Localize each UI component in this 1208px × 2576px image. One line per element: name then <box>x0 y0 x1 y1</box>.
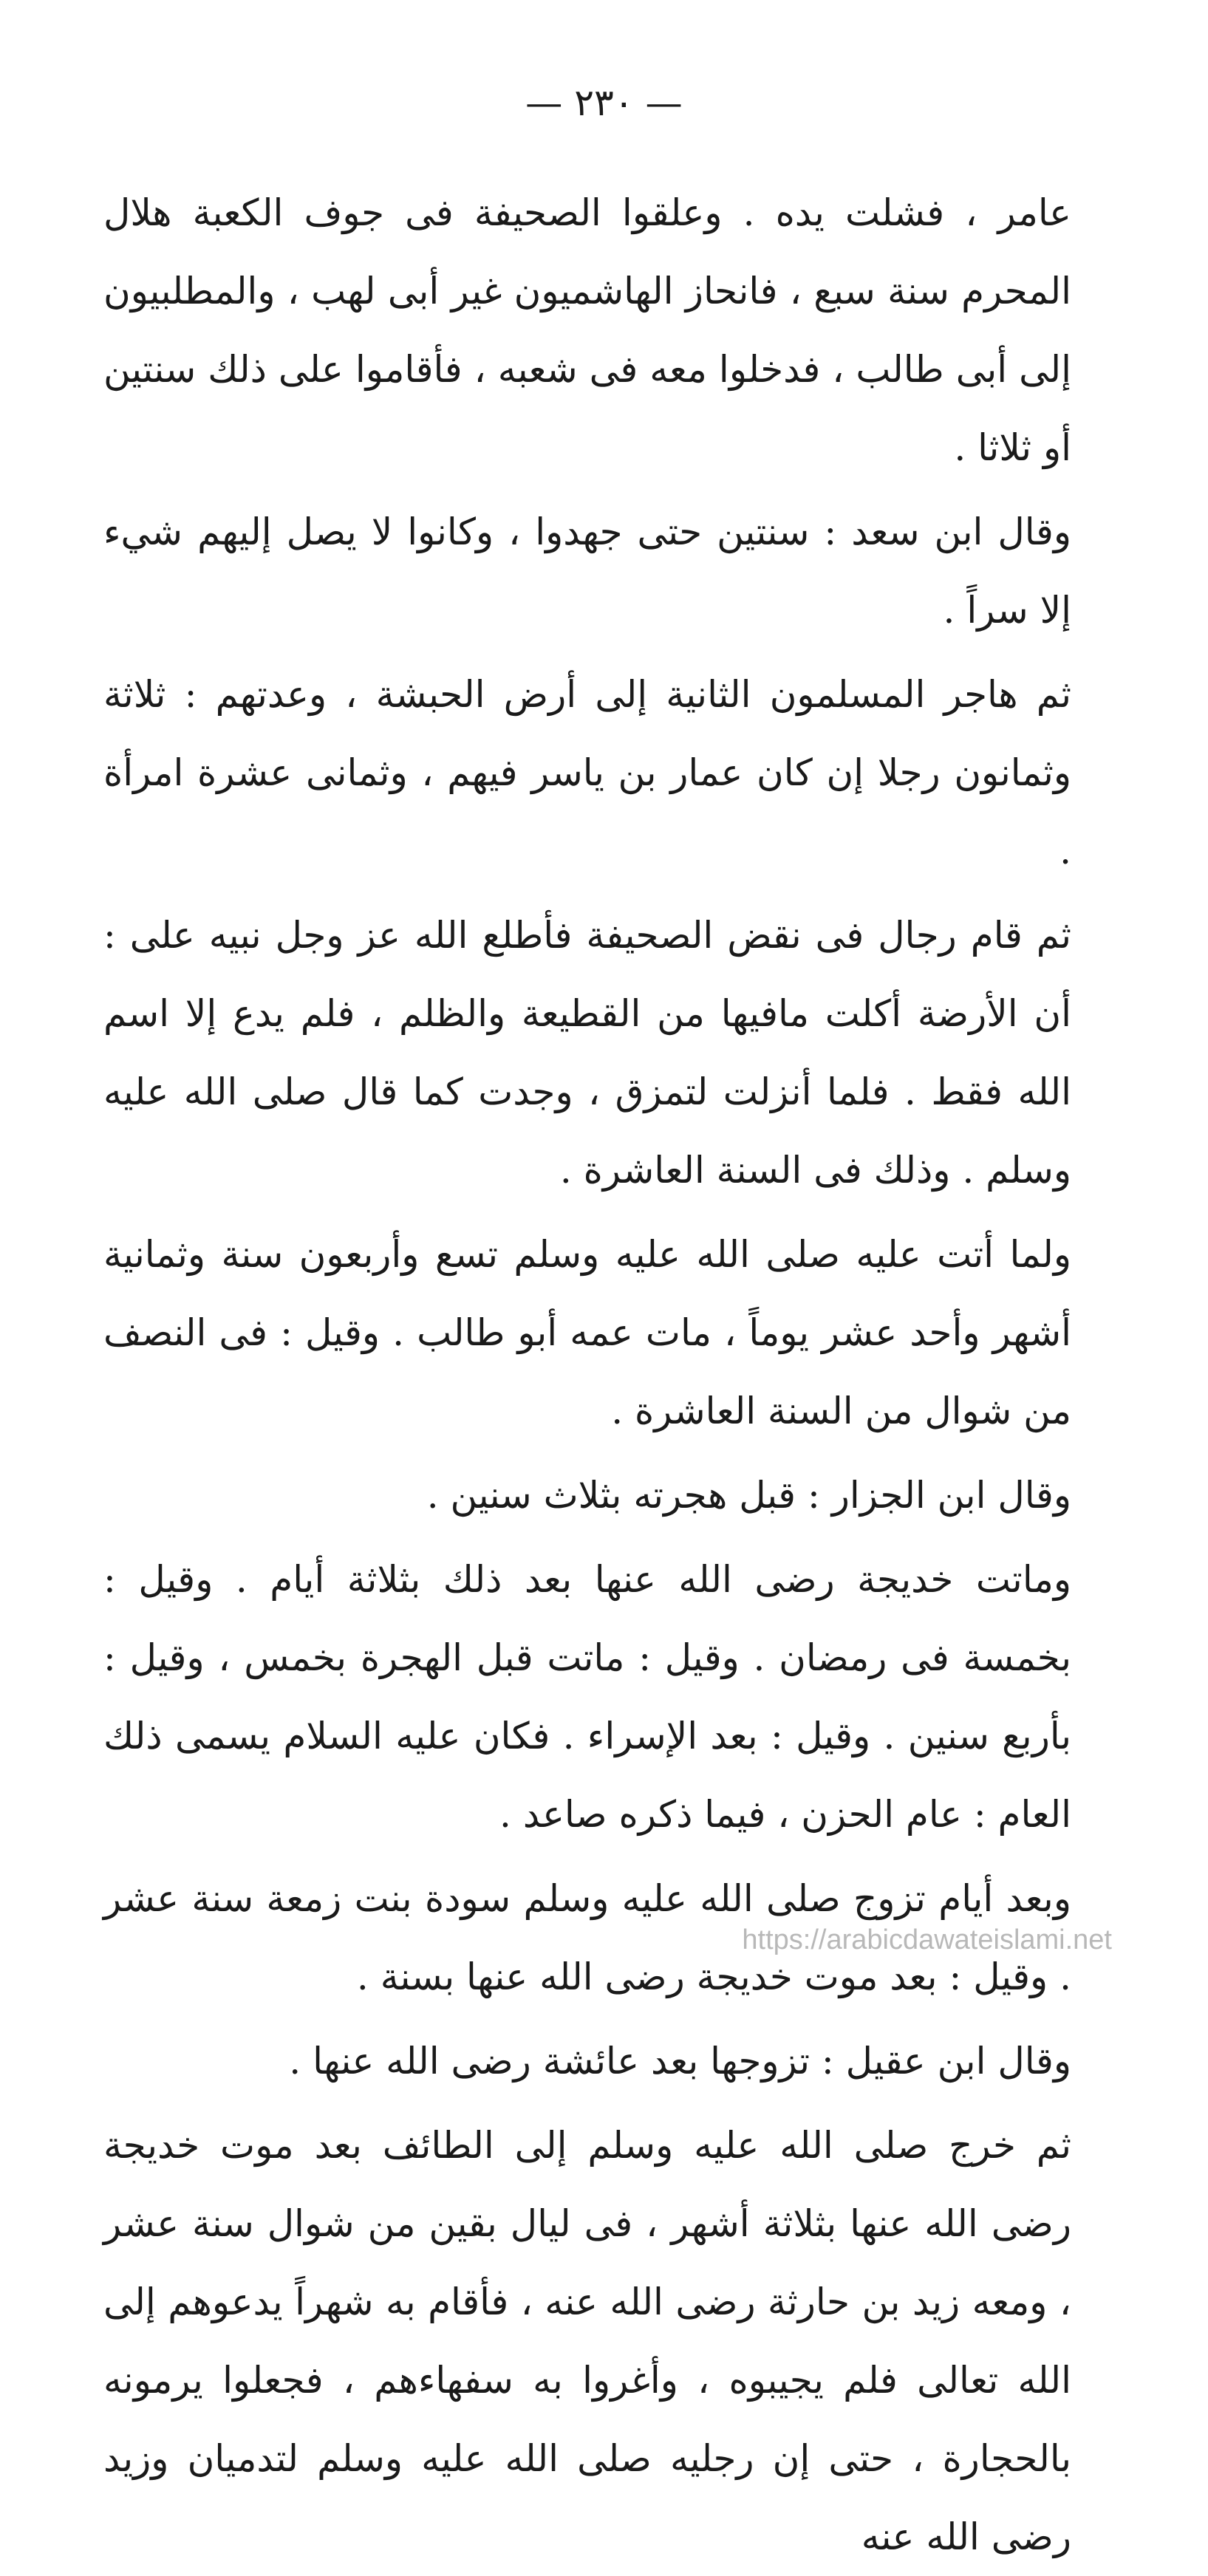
paragraph-3: ثم هاجر المسلمون الثانية إلى أرض الحبشة ، وعدتهم : ثلاثة وثمانون رجلا إن كان عمار بن ياسر فيهم ، وثمانى عشرة امرأة . <box>103 673 1071 872</box>
page-number: — ٢٣٠ — <box>525 81 683 124</box>
paragraph-6: وقال ابن الجزار : قبل هجرته بثلاث سنين . <box>426 1474 1071 1517</box>
paragraph-1: عامر ، فشلت يده . وعلقوا الصحيفة فى جوف الكعبة هلال المحرم سنة سبع ، فانحاز الهاشميون غير أبى لهب ، والمطلبيون إلى أبى طالب ، فدخلوا معه فى شعبه ، فأقاموا على ذلك سنتين أو ثلاثا . <box>103 191 1071 469</box>
paragraph-9: وقال ابن عقيل : تزوجها بعد عائشة رضى الله عنها . <box>289 2040 1071 2083</box>
paragraph-2: وقال ابن سعد : سنتين حتى جهدوا ، وكانوا لا يصل إليهم شيء إلا سراً . <box>103 510 1071 632</box>
paragraph-4: ثم قام رجال فى نقض الصحيفة فأطلع الله عز وجل نبيه على : أن الأرضة أكلت مافيها من القطيعة والظلم ، فلم يدع إلا اسم الله فقط . فلما أنزلت لتمزق ، وجدت كما قال صلى الله عليه وسلم . وذلك فى السنة العاشرة . <box>103 914 1071 1192</box>
paragraph-8: وبعد أيام تزوج صلى الله عليه وسلم سودة بنت زمعة سنة عشر . وقيل : بعد موت خديجة رضى الله عنها بسنة . <box>103 1877 1071 1998</box>
watermark-url: https://arabicdawateislami.net <box>742 1924 1112 1955</box>
paragraph-5: ولما أتت عليه صلى الله عليه وسلم تسع وأربعون سنة وثمانية أشهر وأحد عشر يوماً ، مات عمه أبو طالب . وقيل : فى النصف من شوال من السنة العاشرة . <box>103 1233 1071 1432</box>
paragraph-10: ثم خرج صلى الله عليه وسلم إلى الطائف بعد موت خديجة رضى الله عنها بثلاثة أشهر ، فى ليال بقين من شوال سنة عشر ، ومعه زيد بن حارثة رضى الله عنه ، فأقام به شهراً يدعوهم إلى الله تعالى فلم يجيبوه ، وأغروا به سفهاءهم ، فجعلوا يرمونه بالحجارة ، حتى إن رجليه صلى الله عليه وسلم لتدميان وزيد رضى الله عنه <box>103 2124 1071 2558</box>
paragraph-7: وماتت خديجة رضى الله عنها بعد ذلك بثلاثة أيام . وقيل : بخمسة فى رمضان . وقيل : ماتت قبل الهجرة بخمس ، وقيل : بأربع سنين . وقيل : بعد الإسراء . فكان عليه السلام يسمى ذلك العام : عام الحزن ، فيما ذكره صاعد . <box>103 1558 1071 1836</box>
page-text <box>103 174 1071 2576</box>
